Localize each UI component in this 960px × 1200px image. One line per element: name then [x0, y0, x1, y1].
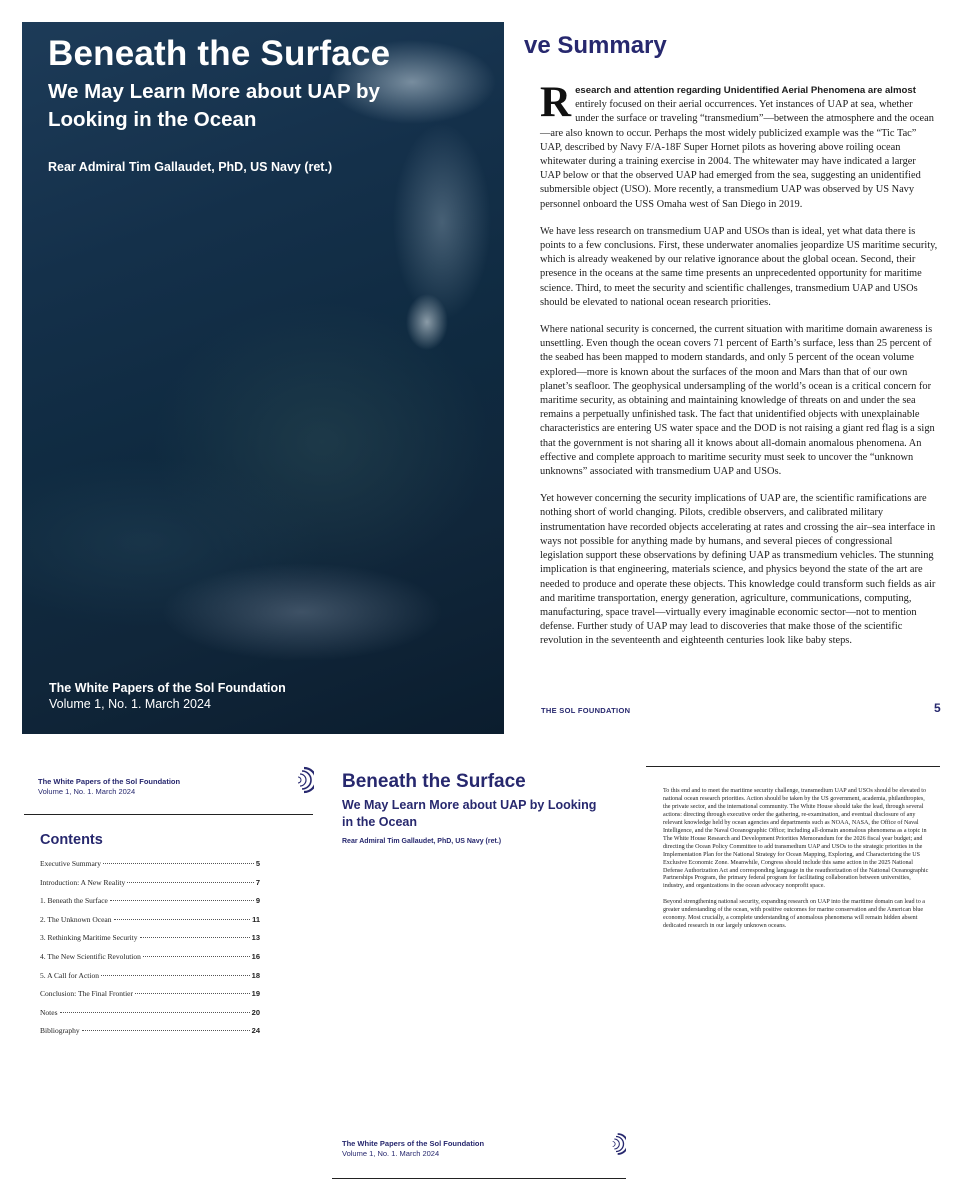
toc-label: 1. Beneath the Surface — [40, 896, 108, 906]
table-of-contents — [40, 859, 260, 1045]
toc-label: Executive Summary — [40, 859, 102, 868]
toc-leader — [114, 919, 251, 920]
toc-leader — [127, 882, 254, 883]
toc-page: 11 — [252, 914, 260, 924]
toc-item[interactable] — [40, 952, 260, 971]
toc-page: 19 — [251, 989, 260, 999]
paragraph: Yet however concerning the security implications of UAP are, the scientific ramifications are nothing short of world changing. Pilots, credible observers, and calibrated military instrumentation have recorded objects accelerating at rates and crossing the air–sea interface in ways not possible for anything made by humans, and several pieces of congressional legislation support these observations by defining UAP as transmedium vehicles. The stunning implication is that engineering, materials science, and physics beyond the state of the art are needed to produce and operate these objects. This knowledge could transform such fields as air and maritime transportation, energy generation, agriculture, communications, computing, manufacturing, space travel—virtually every imaginable economic sector—not to mention defense. Further study of UAP may lead to discoveries that make those of the scientific revolution in the seventeenth and eighteenth centuries look like baby steps. — [540, 493, 936, 647]
toc-label: Conclusion: The Final Frontier — [40, 989, 133, 999]
cover-author: Rear Admiral Tim Gallaudet, PhD, US Navy (ret.) — [48, 160, 333, 174]
toc-page: 9 — [255, 896, 260, 906]
lead-text: esearch and attention regarding Unidentified Aerial Phenomena are almost — [575, 85, 916, 96]
toc-page: 13 — [251, 933, 260, 943]
title-page-subtitle: We May Learn More about UAP by Looking in the Ocean — [342, 798, 597, 829]
cover-volume: Volume 1, No. 1. March 2024 — [49, 697, 211, 711]
drop-cap: R — [540, 79, 572, 126]
paragraph: Where national security is concerned, the current situation with maritime domain awareness is unsettling. Even though the ocean covers 71 percent of Earth’s surface, less than 25 percent of the seabed has been mapped to modern standards, and only 5 percent of the ocean volume explored—more is known about the surfaces of the moon and Mars than that of our own planet’s seafloor. The geophysical undersampling of the world’s ocean is a critical concern for maritime security, as obtaining and maintaining knowledge of threats on and under the sea remains a perpetually unfinished task. The fact that unidentified objects with unexplainable characteristics are entering US water space and the DOD is not raising a giant red flag is a sign that the government is not sharing all it knows about all-domain anomalous phenomena. An effective and complete approach to maritime security must seek to uncover the “unknown unknowns” associated with transmedium UAP and USOs. — [540, 324, 935, 478]
contents-heading: Contents — [40, 832, 103, 848]
toc-label: Notes — [40, 1007, 58, 1017]
toc-leader — [135, 993, 250, 994]
toc-page: 24 — [251, 1026, 260, 1036]
toc-leader — [143, 956, 250, 957]
page-number: 5 — [934, 701, 941, 715]
toc-leader — [60, 1012, 250, 1013]
cover-subtitle: We May Learn More about UAP by Looking in the Ocean — [48, 80, 380, 131]
contents-volume: Volume 1, No. 1. March 2024 — [38, 787, 136, 796]
sol-foundation-logo-icon — [606, 1128, 626, 1160]
toc-item[interactable] — [40, 859, 260, 878]
toc-page: 16 — [251, 951, 260, 961]
toc-page: 7 — [255, 877, 260, 887]
cover-title: Beneath the Surface — [48, 34, 391, 73]
toc-item[interactable] — [40, 915, 260, 934]
divider — [24, 814, 313, 815]
toc-item[interactable] — [40, 878, 260, 897]
toc-leader — [103, 863, 254, 864]
title-page-series: The White Papers of the Sol Foundation — [342, 1139, 485, 1148]
toc-page: 18 — [251, 970, 260, 980]
contents-series: The White Papers of the Sol Foundation — [38, 777, 181, 786]
continued-page-body — [663, 788, 933, 938]
toc-item[interactable] — [40, 933, 260, 952]
toc-page: 5 — [255, 859, 260, 868]
divider — [332, 1178, 626, 1179]
toc-label: 3. Rethinking Maritime Security — [40, 933, 138, 943]
sol-foundation-logo-icon — [290, 766, 314, 794]
toc-item[interactable] — [40, 971, 260, 990]
toc-label: Introduction: A New Reality — [40, 877, 126, 887]
executive-summary-heading: ve Summary — [524, 32, 667, 59]
divider — [646, 766, 940, 767]
toc-label: 4. The New Scientific Revolution — [40, 951, 141, 961]
footer-brand: THE SOL FOUNDATION — [541, 706, 631, 715]
toc-page: 20 — [251, 1007, 260, 1017]
executive-summary-body — [540, 79, 938, 662]
paragraph — [540, 79, 938, 212]
toc-item[interactable] — [40, 1026, 260, 1045]
toc-item[interactable] — [40, 896, 260, 915]
toc-leader — [110, 900, 254, 901]
toc-leader — [82, 1030, 250, 1031]
paragraph: To this end and to meet the maritime security challenge, transmedium UAP and USOs should be elevated to national ocean research priorities. Action should be taken by the US government, academia, philanthropies, the private sector, and the international community. The White House should take the lead, through several actions: directing through executive order the gathering, re-examination, and eventual disclosure of any relevant knowledge held by ocean agencies and departments such as NOAA, NASA, the Office of Naval Intelligence, and the Naval Oceanographic Office; including all-domain anomalous phenomena as a topic in The White House Research and Development Priorities Memorandum for the 2026 fiscal year budget; and directing the Ocean Policy Committee to add transmedium UAP and USOs to the strategic priorities in the Implementation Plan for the National Strategy for Ocean Mapping, Exploring, and Characterizing the US Exclusive Economic Zone. Meanwhile, Congress should include this same action in the 2025 National Defense Authorization Act and corresponding language in the reauthorization of the National Oceanographic Partnerships Program, the primary federal program for facilitating collaboration between universities, industry, and organizations in the ocean advocacy nonprofit space. — [663, 788, 929, 890]
title-page-title: Beneath the Surface — [342, 771, 526, 792]
toc-leader — [101, 975, 250, 976]
toc-item[interactable] — [40, 1008, 260, 1027]
title-page-author: Rear Admiral Tim Gallaudet, PhD, US Navy (ret.) — [342, 838, 502, 845]
toc-item[interactable] — [40, 989, 260, 1008]
toc-leader — [140, 937, 250, 938]
toc-label: 5. A Call for Action — [40, 970, 99, 980]
paragraph-text: entirely focused on their aerial occurrences. Yet instances of UAP at sea, whether under the surface or traveling “transmedium”—between the atmosphere and the ocean—are also known to occur. Perhaps the most widely publicized example was the “Tic Tac” UAP, described by Navy F/A-18F Super Hornet pilots as hovering above roiling ocean whitewater during a training exercise in 2004. The whitewater may have indicated a larger UAP below or that the observed UAP had emerged from the sea, suggesting an unidentified submersible object (USO). More recently, a transmedium UAP was observed by US Navy personnel onboard the USS Omaha west of San Diego in 2019. — [540, 99, 934, 210]
title-page-volume: Volume 1, No. 1. March 2024 — [342, 1149, 440, 1158]
paragraph: We have less research on transmedium UAP and USOs than is ideal, yet what data there is points to a few conclusions. First, these underwater anomalies jeopardize US maritime security, which is already weakened by our relative ignorance about the global ocean. Second, their presence in the oceans at the same time presents an unprecedented opportunity for maritime science. Third, to meet the security and scientific challenges, transmedium UAP and USOs should be elevated to national ocean research priorities. — [540, 225, 938, 308]
toc-label: Bibliography — [40, 1026, 80, 1036]
cover-page — [22, 22, 504, 734]
toc-label: 2. The Unknown Ocean — [40, 914, 112, 924]
cover-series: The White Papers of the Sol Foundation — [49, 681, 286, 695]
paragraph: Beyond strengthening national security, expanding research on UAP into the maritime domain can lead to a greater understanding of the ocean, with positive outcomes for marine conservation and the American blue economy. Most crucially, a complete understanding of anomalous phenomena will remain hidden absent dedicated research in our largely unknown oceans. — [663, 898, 926, 929]
